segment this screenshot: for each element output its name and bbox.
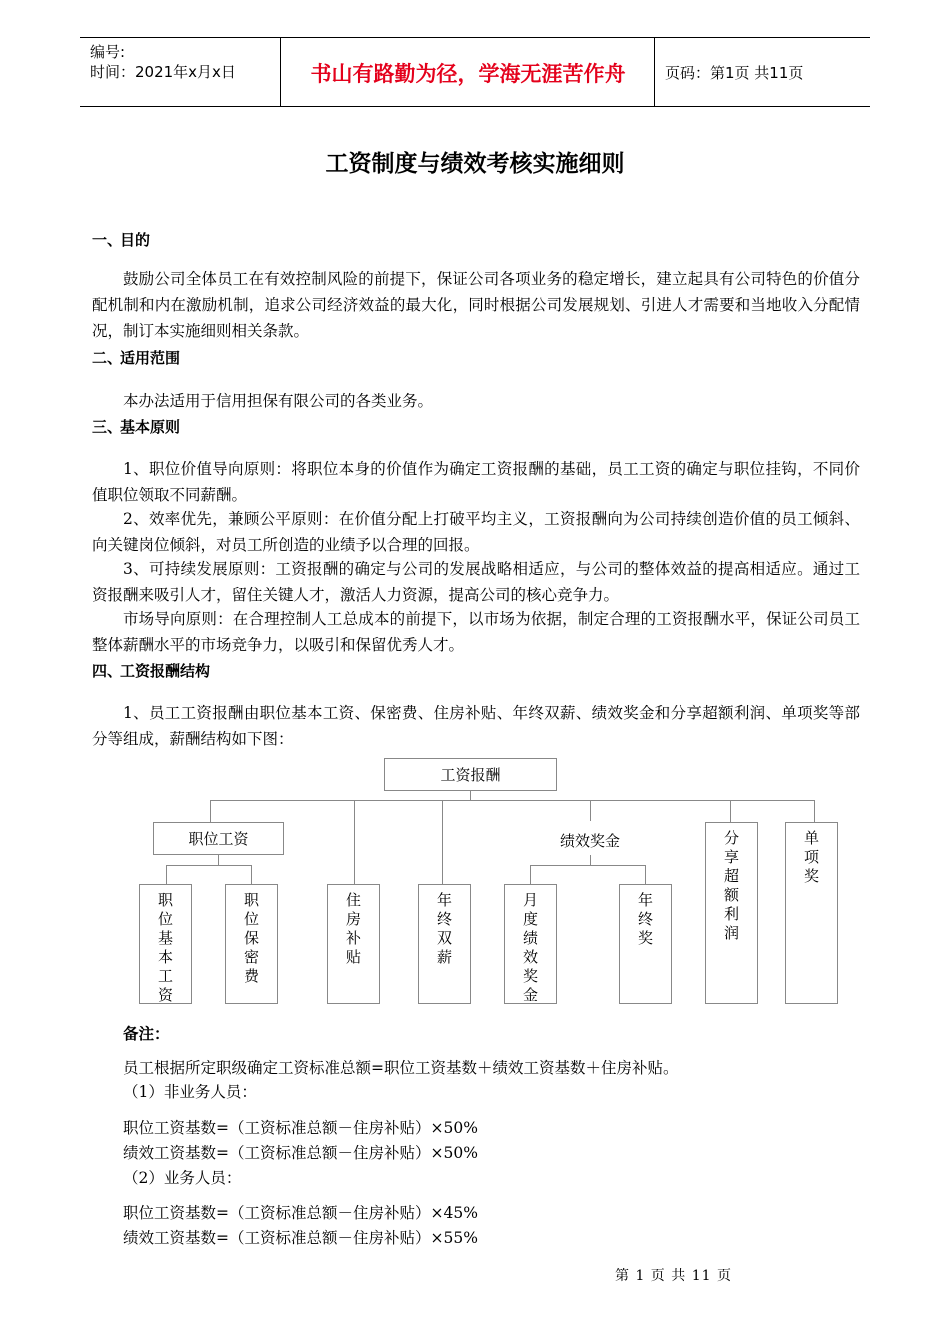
scope-paragraph: 本办法适用于信用担保有限公司的各类业务。 <box>123 392 434 410</box>
chart-base-salary-node: 职位基本工资 <box>139 884 192 1004</box>
connector <box>166 865 167 885</box>
section-number: 二、 <box>92 349 123 367</box>
document-title: 工资制度与绩效考核实施细则 <box>325 151 625 177</box>
connector <box>645 865 646 885</box>
chart-root-node: 工资报酬 <box>384 758 557 791</box>
header-motto: 书山有路勤为径，学海无涯苦作舟 <box>310 62 626 86</box>
connector <box>354 800 355 884</box>
section-number: 三、 <box>92 418 123 436</box>
notes-formula: 员工根据所定职级确定工资标准总额=职位工资基数＋绩效工资基数＋住房补贴。 <box>123 1059 679 1077</box>
connector <box>210 800 211 822</box>
page-footer: 第 1 页 共 11 页 <box>615 1268 732 1284</box>
chart-year-end-bonus-node: 年终奖 <box>619 884 672 1004</box>
chart-double-pay-node: 年终双薪 <box>418 884 471 1004</box>
connector <box>251 865 252 885</box>
chart-position-salary-node: 职位工资 <box>153 822 284 855</box>
business-label: （2）业务人员： <box>123 1169 242 1187</box>
structure-paragraph: 1、员工工资报酬由职位基本工资、保密费、住房补贴、年终双薪、绩效奖金和分享超额利润、单项奖等部分等组成，薪酬结构如下图： <box>92 704 860 748</box>
principle-paragraph: 市场导向原则：在合理控制人工总成本的前提下，以市场为依据，制定合理的工资报酬水平，保证公司员工整体薪酬水平的市场竞争力，以吸引和保留优秀人才。 <box>92 610 860 654</box>
connector <box>442 800 443 884</box>
serial-label: 编号: <box>90 43 126 61</box>
chart-housing-node: 住房补贴 <box>327 884 380 1004</box>
purpose-paragraph: 鼓励公司全体员工在有效控制风险的前提下，保证公司各项业务的稳定增长，建立起具有公司特色的价值分配机制和内在激励机制，追求公司经济效益的最大化，同时根据公司发展规划、引进人才需要和当地收入分配情况，制订本实施细则相关条款。 <box>92 270 860 340</box>
notes-label: 备注： <box>123 1025 170 1043</box>
chart-confidential-fee-node: 职位保密费 <box>225 884 278 1004</box>
section-heading <box>92 347 180 368</box>
connector <box>166 865 252 866</box>
connector <box>730 800 731 822</box>
connector <box>530 865 646 866</box>
nb-position-formula: 职位工资基数=（工资标准总额－住房补贴）×50% <box>123 1119 478 1137</box>
header-divider <box>280 38 281 106</box>
section-title: 适用范围 <box>120 349 181 367</box>
chart-profit-share-node: 分享超额利润 <box>705 822 758 1004</box>
chart-single-award-node: 单项奖 <box>785 822 838 1004</box>
non-business-label: （1）非业务人员： <box>123 1083 257 1101</box>
date-label: 时间：2021年x月x日 <box>90 63 236 81</box>
connector <box>210 800 815 801</box>
chart-monthly-bonus-node: 月度绩效奖金 <box>504 884 557 1004</box>
section-title: 基本原则 <box>120 418 181 436</box>
header-divider <box>654 38 655 106</box>
principle-paragraph: 1、职位价值导向原则：将职位本身的价值作为确定工资报酬的基础，员工工资的确定与职位挂钩，不同价值职位领取不同薪酬。 <box>92 460 860 504</box>
connector <box>530 865 531 885</box>
section-title: 工资报酬结构 <box>120 662 211 680</box>
connector <box>590 800 591 821</box>
b-position-formula: 职位工资基数=（工资标准总额－住房补贴）×45% <box>123 1204 478 1222</box>
nb-performance-formula: 绩效工资基数=（工资标准总额－住房补贴）×50% <box>123 1144 478 1162</box>
section-heading <box>92 416 180 437</box>
b-performance-formula: 绩效工资基数=（工资标准总额－住房补贴）×55% <box>123 1229 478 1247</box>
principle-paragraph: 3、可持续发展原则：工资报酬的确定与公司的发展战略相适应，与公司的整体效益的提高相适应。通过工资报酬来吸引人才，留住关键人才，激活人力资源，提高公司的核心竞争力。 <box>92 560 860 604</box>
page-code: 页码：第1页 共11页 <box>665 64 804 82</box>
principle-paragraph: 2、效率优先，兼顾公平原则：在价值分配上打破平均主义，工资报酬向为公司持续创造价值的员工倾斜、向关键岗位倾斜，对员工所创造的业绩予以合理的回报。 <box>92 510 860 554</box>
section-number: 四、 <box>92 662 123 680</box>
connector <box>814 800 815 822</box>
section-heading <box>92 229 150 250</box>
chart-performance-bonus-node: 绩效奖金 <box>530 830 650 851</box>
section-title: 目的 <box>120 231 151 249</box>
section-number: 一、 <box>92 231 123 249</box>
page-header <box>80 37 870 107</box>
section-heading <box>92 660 210 681</box>
